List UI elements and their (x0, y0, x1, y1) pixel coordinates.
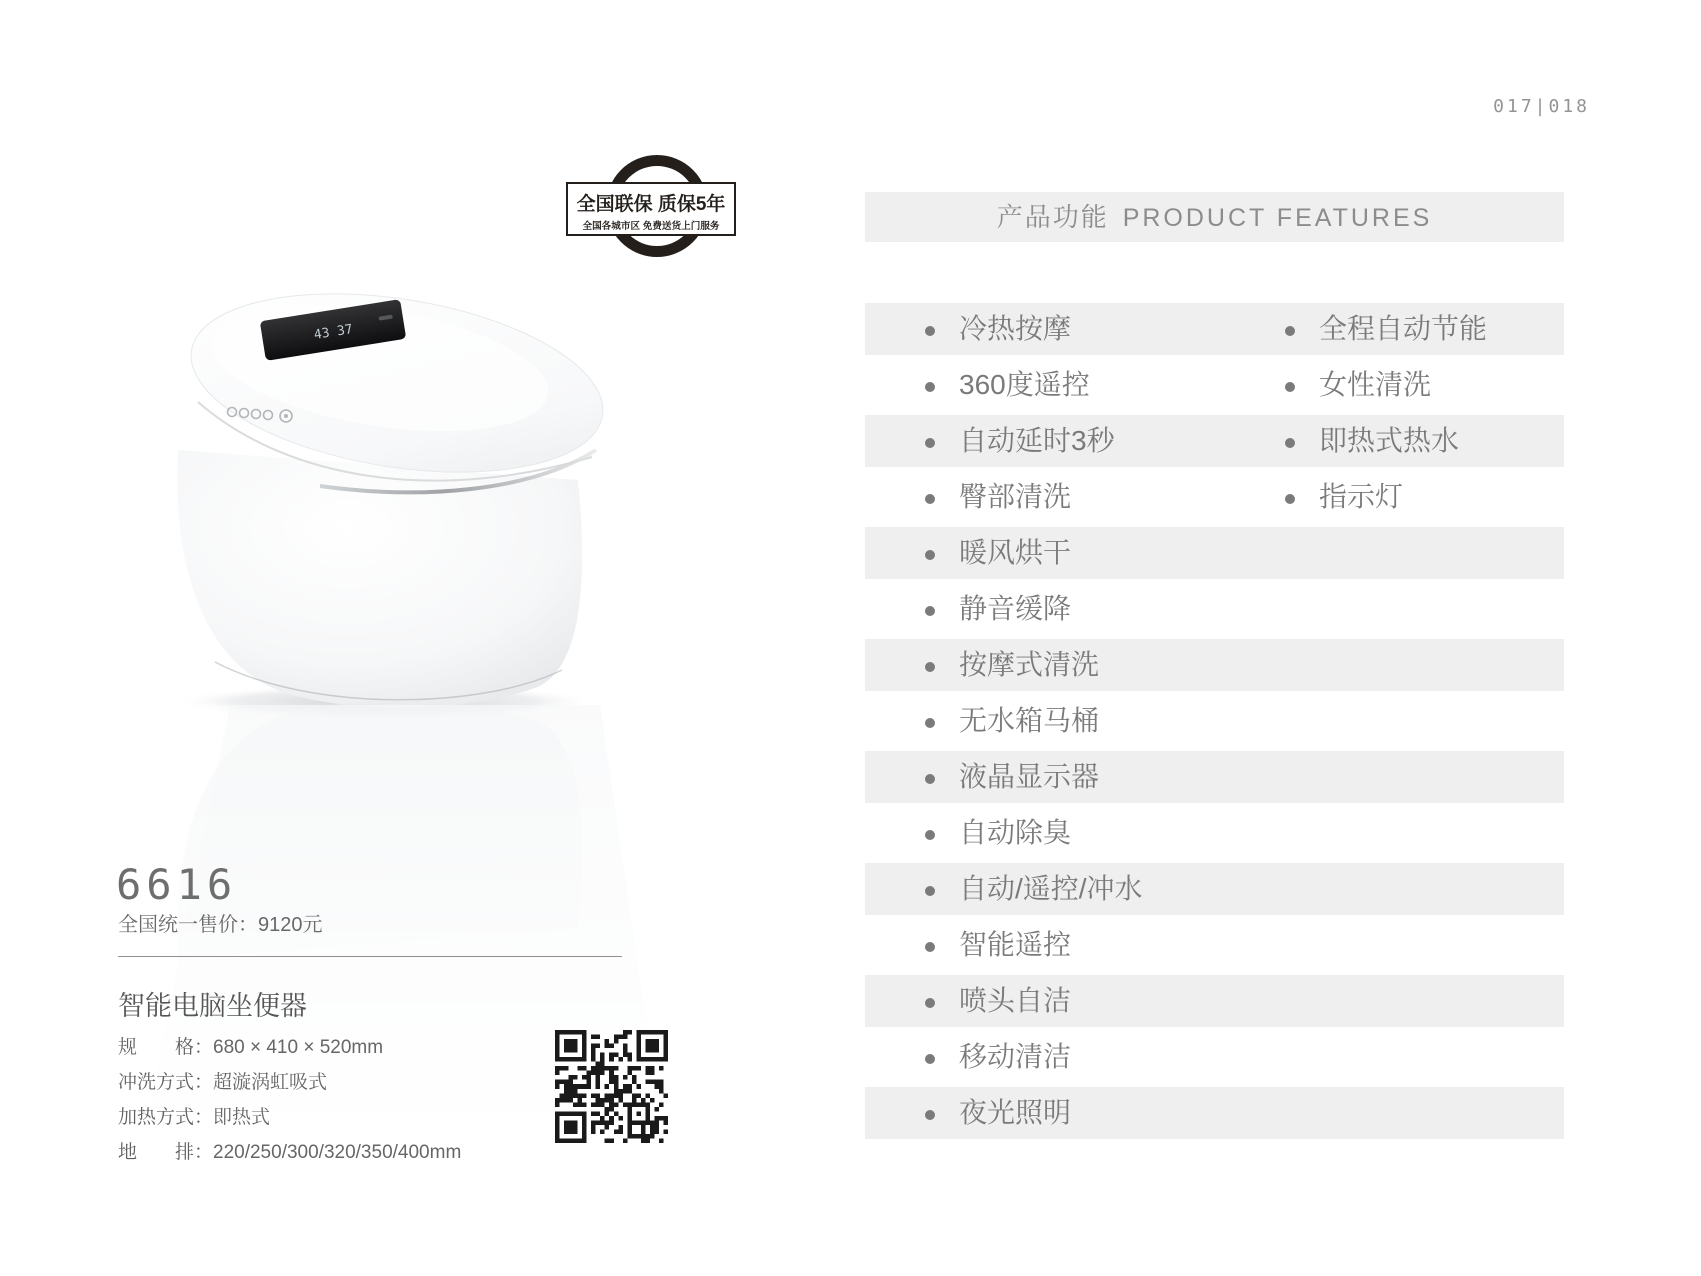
bullet-icon (925, 942, 935, 952)
spec-label: 冲洗方式： (118, 1072, 214, 1093)
feature-label: 按摩式清洗 (959, 649, 1100, 680)
feature-label: 360度遥控 (959, 369, 1090, 400)
feature-row (865, 863, 1564, 915)
bullet-icon (925, 718, 935, 728)
badge-box (566, 182, 736, 236)
bullet-icon (925, 606, 935, 616)
bullet-icon (925, 774, 935, 784)
bullet-icon (1285, 382, 1295, 392)
model-number: 6616 (116, 860, 238, 909)
bullet-icon (925, 662, 935, 672)
qr-code (555, 1030, 668, 1143)
feature-label: 臀部清洗 (959, 481, 1072, 512)
feature-row (865, 975, 1564, 1027)
feature-label: 即热式热水 (1319, 425, 1460, 456)
bullet-icon (925, 382, 935, 392)
badge-subtitle: 全国各城市区 免费送货上门服务 (582, 221, 720, 232)
spec-value: 超漩涡虹吸式 (213, 1072, 328, 1093)
feature-row (865, 583, 1564, 635)
feature-row (865, 303, 1564, 355)
feature-label: 全程自动节能 (1319, 313, 1488, 344)
feature-label: 暖风烘干 (959, 537, 1072, 568)
panel-readout: 43 37 (312, 322, 354, 343)
features-header (865, 192, 1564, 242)
feature-row (865, 1031, 1564, 1083)
spec-value: 220/250/300/320/350/400mm (213, 1142, 462, 1163)
features-header-zh: 产品功能 (996, 202, 1109, 232)
feature-label: 冷热按摩 (959, 313, 1072, 344)
features-list (865, 303, 1564, 1139)
feature-row (865, 751, 1564, 803)
spec-row (118, 1065, 461, 1100)
feature-label: 自动除臭 (959, 817, 1072, 848)
spec-row (118, 1135, 461, 1170)
feature-label: 自动/遥控/冲水 (959, 873, 1143, 904)
spec-row (118, 1030, 461, 1065)
badge-title: 全国联保 质保5年 (576, 194, 726, 215)
bullet-icon (1285, 438, 1295, 448)
bullet-icon (925, 326, 935, 336)
spec-list (118, 1030, 461, 1170)
bullet-icon (925, 494, 935, 504)
feature-label: 智能遥控 (959, 929, 1072, 960)
bullet-icon (925, 998, 935, 1008)
feature-label: 指示灯 (1319, 481, 1404, 512)
spec-label: 地 排： (118, 1142, 214, 1163)
spec-row (118, 1100, 461, 1135)
features-header-en: PRODUCT FEATURES (1122, 204, 1433, 232)
spec-label: 规 格： (118, 1037, 214, 1058)
page-number: 017|018 (1493, 96, 1590, 117)
feature-label: 喷头自洁 (959, 985, 1072, 1016)
feature-label: 无水箱马桶 (959, 705, 1100, 736)
features-panel (865, 192, 1564, 1143)
feature-row (865, 1087, 1564, 1139)
feature-label: 女性清洗 (1319, 369, 1432, 400)
feature-row (865, 527, 1564, 579)
product-title: 智能电脑坐便器 (118, 991, 307, 1021)
feature-row (865, 919, 1564, 971)
bullet-icon (925, 1054, 935, 1064)
feature-row (865, 807, 1564, 859)
feature-label: 液晶显示器 (959, 761, 1100, 792)
divider-line (118, 956, 622, 957)
feature-row (865, 359, 1564, 411)
feature-label: 静音缓降 (959, 593, 1072, 624)
bullet-icon (1285, 494, 1295, 504)
bullet-icon (925, 830, 935, 840)
bullet-icon (925, 1110, 935, 1120)
feature-label: 夜光照明 (959, 1097, 1072, 1128)
spec-value: 680 × 410 × 520mm (213, 1037, 384, 1058)
bullet-icon (925, 886, 935, 896)
price-line: 全国统一售价：9120元 (118, 914, 323, 936)
bullet-icon (925, 550, 935, 560)
bullet-icon (925, 438, 935, 448)
feature-label: 移动清洁 (959, 1041, 1072, 1072)
feature-row (865, 471, 1564, 523)
bullet-icon (1285, 326, 1295, 336)
feature-label: 自动延时3秒 (959, 425, 1115, 456)
feature-row (865, 695, 1564, 747)
spec-label: 加热方式： (118, 1107, 214, 1128)
spec-value: 即热式 (213, 1107, 271, 1128)
feature-row (865, 415, 1564, 467)
feature-row (865, 639, 1564, 691)
